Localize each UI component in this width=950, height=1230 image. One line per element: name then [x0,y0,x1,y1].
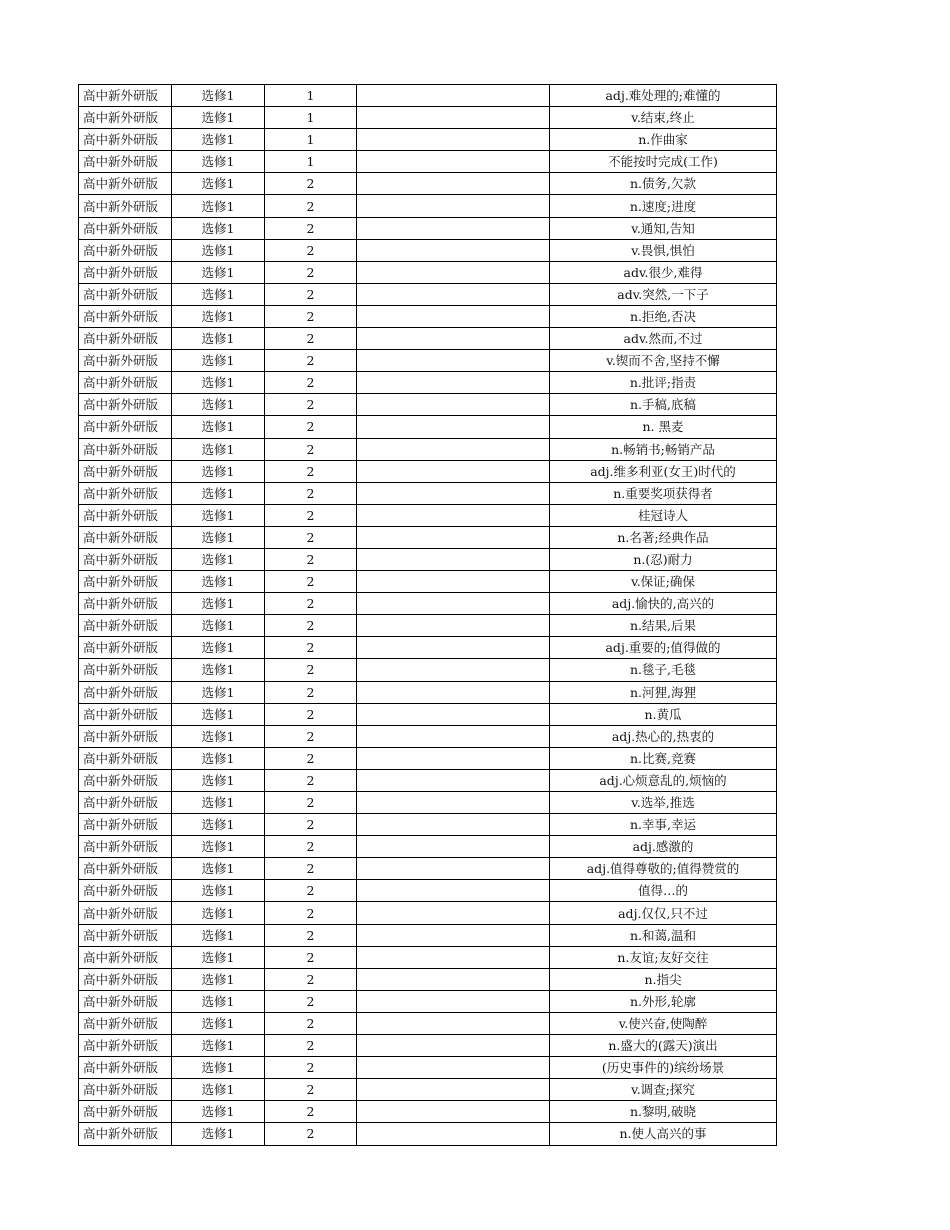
meaning-cell[interactable]: n.重要奖项获得者 [550,482,777,504]
word-cell[interactable] [357,681,550,703]
edition-cell[interactable]: 高中新外研版 [79,1123,172,1145]
unit-cell[interactable]: 2 [265,593,357,615]
word-cell[interactable] [357,1123,550,1145]
book-cell[interactable]: 选修1 [172,924,265,946]
edition-cell[interactable]: 高中新外研版 [79,195,172,217]
vocabulary-table [78,84,777,1146]
book-cell[interactable]: 选修1 [172,460,265,482]
edition-cell[interactable]: 高中新外研版 [79,593,172,615]
book-cell[interactable]: 选修1 [172,1057,265,1079]
edition-cell[interactable]: 高中新外研版 [79,416,172,438]
edition-cell[interactable]: 高中新外研版 [79,1057,172,1079]
book-cell[interactable]: 选修1 [172,438,265,460]
book-cell[interactable]: 选修1 [172,792,265,814]
edition-cell[interactable]: 高中新外研版 [79,283,172,305]
table-row [79,792,777,814]
unit-cell[interactable]: 2 [265,173,357,195]
word-cell[interactable] [357,460,550,482]
word-cell[interactable] [357,526,550,548]
meaning-cell[interactable]: n.手稿,底稿 [550,394,777,416]
table-row [79,372,777,394]
unit-cell[interactable]: 2 [265,350,357,372]
book-cell[interactable]: 选修1 [172,1079,265,1101]
table-row [79,526,777,548]
table-row [79,548,777,570]
book-cell[interactable]: 选修1 [172,350,265,372]
unit-cell[interactable]: 2 [265,460,357,482]
word-cell[interactable] [357,1079,550,1101]
unit-cell[interactable]: 2 [265,305,357,327]
word-cell[interactable] [357,305,550,327]
edition-cell[interactable]: 高中新外研版 [79,681,172,703]
edition-cell[interactable]: 高中新外研版 [79,571,172,593]
table-row [79,416,777,438]
word-cell[interactable] [357,129,550,151]
book-cell[interactable]: 选修1 [172,703,265,725]
unit-cell[interactable]: 2 [265,1012,357,1034]
unit-cell[interactable]: 2 [265,880,357,902]
edition-cell[interactable]: 高中新外研版 [79,328,172,350]
table-row [79,1012,777,1034]
meaning-cell[interactable]: n.(忍)耐力 [550,548,777,570]
book-cell[interactable]: 选修1 [172,504,265,526]
unit-cell[interactable]: 2 [265,416,357,438]
table-row [79,504,777,526]
book-cell[interactable]: 选修1 [172,85,265,107]
meaning-cell[interactable]: n.指尖 [550,968,777,990]
meaning-cell[interactable]: n.批评;指责 [550,372,777,394]
meaning-cell[interactable]: 桂冠诗人 [550,504,777,526]
meaning-cell[interactable]: n.毯子,毛毯 [550,659,777,681]
meaning-cell[interactable]: v.畏惧,惧怕 [550,239,777,261]
book-cell[interactable]: 选修1 [172,725,265,747]
book-cell[interactable]: 选修1 [172,1035,265,1057]
table-row [79,1101,777,1123]
table-row [79,85,777,107]
table-row [79,239,777,261]
unit-cell[interactable]: 2 [265,548,357,570]
edition-cell[interactable]: 高中新外研版 [79,792,172,814]
unit-cell[interactable]: 2 [265,283,357,305]
edition-cell[interactable]: 高中新外研版 [79,747,172,769]
unit-cell[interactable]: 2 [265,1101,357,1123]
unit-cell[interactable]: 2 [265,946,357,968]
table-row [79,880,777,902]
book-cell[interactable]: 选修1 [172,107,265,129]
book-cell[interactable]: 选修1 [172,239,265,261]
book-cell[interactable]: 选修1 [172,1123,265,1145]
table-row [79,681,777,703]
meaning-cell[interactable]: n.作曲家 [550,129,777,151]
edition-cell[interactable]: 高中新外研版 [79,1101,172,1123]
meaning-cell[interactable]: adv.很少,难得 [550,261,777,283]
meaning-cell[interactable]: adj.重要的;值得做的 [550,637,777,659]
word-cell[interactable] [357,548,550,570]
unit-cell[interactable]: 2 [265,924,357,946]
book-cell[interactable]: 选修1 [172,946,265,968]
book-cell[interactable]: 选修1 [172,1101,265,1123]
unit-cell[interactable]: 2 [265,990,357,1012]
word-cell[interactable] [357,747,550,769]
table-row [79,747,777,769]
word-cell[interactable] [357,438,550,460]
unit-cell[interactable]: 2 [265,372,357,394]
edition-cell[interactable]: 高中新外研版 [79,305,172,327]
edition-cell[interactable]: 高中新外研版 [79,460,172,482]
meaning-cell[interactable]: n.比赛,竞赛 [550,747,777,769]
meaning-cell[interactable]: adj.热心的,热衷的 [550,725,777,747]
word-cell[interactable] [357,328,550,350]
unit-cell[interactable]: 2 [265,1079,357,1101]
table-row [79,350,777,372]
word-cell[interactable] [357,946,550,968]
word-cell[interactable] [357,85,550,107]
word-cell[interactable] [357,571,550,593]
table-row [79,151,777,173]
table-row [79,703,777,725]
unit-cell[interactable]: 2 [265,261,357,283]
meaning-cell[interactable]: adj.仅仅,只不过 [550,902,777,924]
table-row [79,107,777,129]
meaning-cell[interactable]: n.盛大的(露天)演出 [550,1035,777,1057]
word-cell[interactable] [357,107,550,129]
word-cell[interactable] [357,902,550,924]
table-row [79,195,777,217]
table-row [79,283,777,305]
table-row [79,725,777,747]
word-cell[interactable] [357,1101,550,1123]
meaning-cell[interactable]: 不能按时完成(工作) [550,151,777,173]
meaning-cell[interactable]: adv.突然,一下子 [550,283,777,305]
table-row [79,902,777,924]
unit-cell[interactable]: 2 [265,1123,357,1145]
book-cell[interactable]: 选修1 [172,261,265,283]
word-cell[interactable] [357,924,550,946]
book-cell[interactable]: 选修1 [172,416,265,438]
table-row [79,946,777,968]
table-row [79,571,777,593]
word-cell[interactable] [357,1012,550,1034]
word-cell[interactable] [357,593,550,615]
meaning-cell[interactable]: v.选举,推选 [550,792,777,814]
table-row [79,1079,777,1101]
unit-cell[interactable]: 2 [265,328,357,350]
unit-cell[interactable]: 2 [265,814,357,836]
book-cell[interactable]: 选修1 [172,372,265,394]
edition-cell[interactable]: 高中新外研版 [79,880,172,902]
meaning-cell[interactable]: n.黄瓜 [550,703,777,725]
edition-cell[interactable]: 高中新外研版 [79,858,172,880]
unit-cell[interactable]: 2 [265,438,357,460]
edition-cell[interactable]: 高中新外研版 [79,703,172,725]
unit-cell[interactable]: 1 [265,129,357,151]
edition-cell[interactable]: 高中新外研版 [79,261,172,283]
word-cell[interactable] [357,836,550,858]
unit-cell[interactable]: 2 [265,195,357,217]
meaning-cell[interactable]: 值得…的 [550,880,777,902]
unit-cell[interactable]: 2 [265,1057,357,1079]
unit-cell[interactable]: 2 [265,681,357,703]
meaning-cell[interactable]: adj.心烦意乱的,烦恼的 [550,769,777,791]
book-cell[interactable]: 选修1 [172,637,265,659]
meaning-cell[interactable]: n.速度;进度 [550,195,777,217]
edition-cell[interactable]: 高中新外研版 [79,548,172,570]
unit-cell[interactable]: 2 [265,769,357,791]
table-row [79,836,777,858]
word-cell[interactable] [357,195,550,217]
unit-cell[interactable]: 2 [265,1035,357,1057]
unit-cell[interactable]: 2 [265,504,357,526]
edition-cell[interactable]: 高中新外研版 [79,769,172,791]
word-cell[interactable] [357,1057,550,1079]
book-cell[interactable]: 选修1 [172,593,265,615]
meaning-cell[interactable]: v.通知,告知 [550,217,777,239]
edition-cell[interactable]: 高中新外研版 [79,902,172,924]
unit-cell[interactable]: 2 [265,902,357,924]
word-cell[interactable] [357,1035,550,1057]
table-row [79,1035,777,1057]
book-cell[interactable]: 选修1 [172,548,265,570]
word-cell[interactable] [357,350,550,372]
table-row [79,438,777,460]
table-row [79,1123,777,1145]
unit-cell[interactable]: 1 [265,107,357,129]
book-cell[interactable]: 选修1 [172,571,265,593]
book-cell[interactable]: 选修1 [172,747,265,769]
edition-cell[interactable]: 高中新外研版 [79,372,172,394]
word-cell[interactable] [357,725,550,747]
edition-cell[interactable]: 高中新外研版 [79,1079,172,1101]
word-cell[interactable] [357,416,550,438]
book-cell[interactable]: 选修1 [172,217,265,239]
edition-cell[interactable]: 高中新外研版 [79,129,172,151]
meaning-cell[interactable]: n.畅销书;畅销产品 [550,438,777,460]
table-row [79,924,777,946]
word-cell[interactable] [357,814,550,836]
unit-cell[interactable]: 2 [265,792,357,814]
meaning-cell[interactable]: n.债务,欠款 [550,173,777,195]
unit-cell[interactable]: 2 [265,637,357,659]
unit-cell[interactable]: 2 [265,394,357,416]
edition-cell[interactable]: 高中新外研版 [79,394,172,416]
meaning-cell[interactable]: n.友谊;友好交往 [550,946,777,968]
book-cell[interactable]: 选修1 [172,880,265,902]
meaning-cell[interactable]: v.调查;探究 [550,1079,777,1101]
edition-cell[interactable]: 高中新外研版 [79,350,172,372]
unit-cell[interactable]: 2 [265,239,357,261]
table-row [79,460,777,482]
table-row [79,659,777,681]
meaning-cell[interactable]: n.名著;经典作品 [550,526,777,548]
book-cell[interactable]: 选修1 [172,990,265,1012]
book-cell[interactable]: 选修1 [172,814,265,836]
book-cell[interactable]: 选修1 [172,659,265,681]
meaning-cell[interactable]: v.保证;确保 [550,571,777,593]
edition-cell[interactable]: 高中新外研版 [79,1012,172,1034]
table-row [79,1057,777,1079]
edition-cell[interactable]: 高中新外研版 [79,814,172,836]
meaning-cell[interactable]: n.幸事,幸运 [550,814,777,836]
book-cell[interactable]: 选修1 [172,482,265,504]
unit-cell[interactable]: 2 [265,217,357,239]
book-cell[interactable]: 选修1 [172,195,265,217]
word-cell[interactable] [357,703,550,725]
table-row [79,968,777,990]
meaning-cell[interactable]: v.结束,终止 [550,107,777,129]
word-cell[interactable] [357,792,550,814]
book-cell[interactable]: 选修1 [172,305,265,327]
edition-cell[interactable]: 高中新外研版 [79,725,172,747]
meaning-cell[interactable]: n. 黑麦 [550,416,777,438]
meaning-cell[interactable]: n.河狸,海狸 [550,681,777,703]
edition-cell[interactable]: 高中新外研版 [79,217,172,239]
book-cell[interactable]: 选修1 [172,968,265,990]
unit-cell[interactable]: 2 [265,571,357,593]
book-cell[interactable]: 选修1 [172,394,265,416]
book-cell[interactable]: 选修1 [172,1012,265,1034]
unit-cell[interactable]: 2 [265,703,357,725]
meaning-cell[interactable]: n.使人高兴的事 [550,1123,777,1145]
book-cell[interactable]: 选修1 [172,283,265,305]
edition-cell[interactable]: 高中新外研版 [79,151,172,173]
word-cell[interactable] [357,615,550,637]
unit-cell[interactable]: 2 [265,482,357,504]
edition-cell[interactable]: 高中新外研版 [79,85,172,107]
meaning-cell[interactable]: n.外形,轮廓 [550,990,777,1012]
meaning-cell[interactable]: n.和蔼,温和 [550,924,777,946]
meaning-cell[interactable]: (历史事件的)缤纷场景 [550,1057,777,1079]
unit-cell[interactable]: 2 [265,747,357,769]
meaning-cell[interactable]: v.锲而不舍,坚持不懈 [550,350,777,372]
vocabulary-table-body [79,85,777,1146]
word-cell[interactable] [357,482,550,504]
edition-cell[interactable]: 高中新外研版 [79,615,172,637]
edition-cell[interactable]: 高中新外研版 [79,968,172,990]
word-cell[interactable] [357,637,550,659]
table-row [79,217,777,239]
book-cell[interactable]: 选修1 [172,836,265,858]
word-cell[interactable] [357,173,550,195]
meaning-cell[interactable]: n.黎明,破晓 [550,1101,777,1123]
unit-cell[interactable]: 2 [265,725,357,747]
table-row [79,769,777,791]
book-cell[interactable]: 选修1 [172,328,265,350]
word-cell[interactable] [357,261,550,283]
edition-cell[interactable]: 高中新外研版 [79,637,172,659]
table-row [79,482,777,504]
table-row [79,637,777,659]
word-cell[interactable] [357,372,550,394]
edition-cell[interactable]: 高中新外研版 [79,482,172,504]
meaning-cell[interactable]: adj.难处理的;难懂的 [550,85,777,107]
edition-cell[interactable]: 高中新外研版 [79,173,172,195]
meaning-cell[interactable]: adv.然而,不过 [550,328,777,350]
edition-cell[interactable]: 高中新外研版 [79,526,172,548]
edition-cell[interactable]: 高中新外研版 [79,107,172,129]
word-cell[interactable] [357,239,550,261]
table-row [79,173,777,195]
meaning-cell[interactable]: n.拒绝,否决 [550,305,777,327]
book-cell[interactable]: 选修1 [172,173,265,195]
book-cell[interactable]: 选修1 [172,151,265,173]
word-cell[interactable] [357,394,550,416]
unit-cell[interactable]: 1 [265,151,357,173]
unit-cell[interactable]: 1 [265,85,357,107]
table-row [79,305,777,327]
edition-cell[interactable]: 高中新外研版 [79,990,172,1012]
word-cell[interactable] [357,880,550,902]
unit-cell[interactable]: 2 [265,526,357,548]
word-cell[interactable] [357,659,550,681]
word-cell[interactable] [357,217,550,239]
unit-cell[interactable]: 2 [265,836,357,858]
meaning-cell[interactable]: adj.愉快的,高兴的 [550,593,777,615]
book-cell[interactable]: 选修1 [172,615,265,637]
unit-cell[interactable]: 2 [265,858,357,880]
meaning-cell[interactable]: v.使兴奋,使陶醉 [550,1012,777,1034]
table-row [79,394,777,416]
table-row [79,990,777,1012]
word-cell[interactable] [357,990,550,1012]
book-cell[interactable]: 选修1 [172,681,265,703]
word-cell[interactable] [357,858,550,880]
edition-cell[interactable]: 高中新外研版 [79,924,172,946]
table-row [79,328,777,350]
table-row [79,129,777,151]
table-row [79,615,777,637]
book-cell[interactable]: 选修1 [172,769,265,791]
unit-cell[interactable]: 2 [265,615,357,637]
edition-cell[interactable]: 高中新外研版 [79,438,172,460]
meaning-cell[interactable]: adj.感激的 [550,836,777,858]
book-cell[interactable]: 选修1 [172,858,265,880]
edition-cell[interactable]: 高中新外研版 [79,1035,172,1057]
word-cell[interactable] [357,151,550,173]
table-row [79,261,777,283]
edition-cell[interactable]: 高中新外研版 [79,239,172,261]
unit-cell[interactable]: 2 [265,659,357,681]
meaning-cell[interactable]: adj.值得尊敬的;值得赞赏的 [550,858,777,880]
edition-cell[interactable]: 高中新外研版 [79,659,172,681]
word-cell[interactable] [357,769,550,791]
table-row [79,858,777,880]
edition-cell[interactable]: 高中新外研版 [79,504,172,526]
edition-cell[interactable]: 高中新外研版 [79,836,172,858]
meaning-cell[interactable]: n.结果,后果 [550,615,777,637]
book-cell[interactable]: 选修1 [172,129,265,151]
meaning-cell[interactable]: adj.维多利亚(女王)时代的 [550,460,777,482]
table-row [79,593,777,615]
table-row [79,814,777,836]
unit-cell[interactable]: 2 [265,968,357,990]
word-cell[interactable] [357,283,550,305]
word-cell[interactable] [357,504,550,526]
book-cell[interactable]: 选修1 [172,902,265,924]
edition-cell[interactable]: 高中新外研版 [79,946,172,968]
book-cell[interactable]: 选修1 [172,526,265,548]
word-cell[interactable] [357,968,550,990]
